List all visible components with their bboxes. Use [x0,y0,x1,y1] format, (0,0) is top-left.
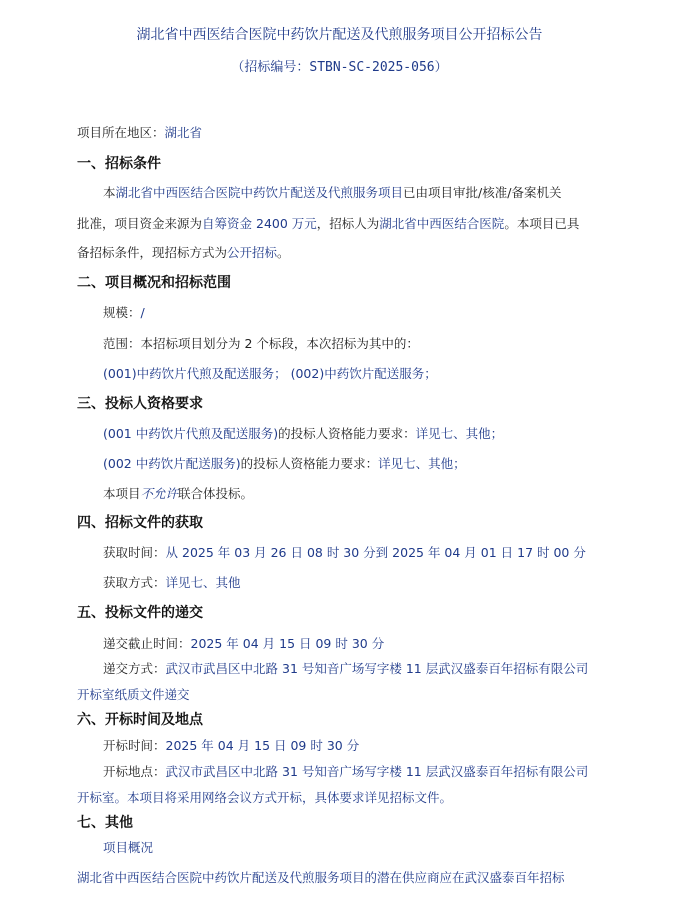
submit-method-line-1 [103,660,588,678]
text: 联合体投标。 [178,486,254,501]
text: 批准，项目资金来源为 [77,216,203,231]
section-heading-5: 五、投标文件的递交 [77,605,203,621]
acquire-method-label: 获取方式： [103,575,166,590]
submit-method-label: 递交方式： [103,661,166,676]
scale-line [103,304,145,322]
acquire-time-label: 获取时间： [103,545,166,560]
deadline-line [103,635,384,653]
joint-venture-line [103,485,253,503]
text: 的投标人资格能力要求： [240,456,379,471]
lot-name: (002 中药饮片配送服务) [103,456,241,471]
qualification-lot-2 [103,455,466,473]
text: 已由项目审批/核准/备案机关 [403,185,562,200]
deadline-value: 2025 年 04 月 15 日 09 时 30 分 [190,636,385,651]
bid-number: （招标编号：STBN-SC-2025-056） [231,60,448,75]
section-heading-3: 三、投标人资格要求 [77,396,203,412]
section-heading-2: 二、项目概况和招标范围 [77,275,231,291]
qualification-lot-1 [103,425,503,443]
opening-time-value: 2025 年 04 月 15 日 09 时 30 分 [165,738,360,753]
text: ，招标人为 [316,216,380,231]
text: 的投标人资格能力要求： [278,426,416,441]
acquire-method-line [103,574,241,592]
s1-paragraph-line-1 [103,184,561,202]
section-heading-1: 一、招标条件 [77,156,161,172]
acquire-time-value: 从 2025 年 03 月 26 日 08 时 30 分到 2025 年 04 月 01 日 17 时 00 分 [165,545,586,560]
opening-place-line-2: 开标室。本项目将采用网络会议方式开标，具体要求详见招标文件。 [77,790,453,805]
acquire-method-value: 详见七、其他 [165,575,241,590]
lots-line: (001)中药饮片代煎及配送服务； (002)中药饮片配送服务； [103,366,437,381]
opening-place-line-1 [103,763,588,781]
deadline-label: 递交截止时间： [103,636,191,651]
text: 。本项目已具 [504,216,580,231]
text: 本项目 [103,486,141,501]
opening-time-line [103,737,359,755]
section-heading-4: 四、招标文件的获取 [77,515,203,531]
other-subheading: 项目概况 [103,840,154,855]
joint-venture-value: 不允许 [140,486,179,501]
text: 。 [277,245,290,260]
scale-label: 规模： [103,305,141,320]
opening-place-value: 武汉市武昌区中北路 31 号知音广场写字楼 11 层武汉盛泰百年招标有限公司 [165,764,589,779]
scale-value: / [140,305,145,320]
announcement-title: 湖北省中西医结合医院中药饮片配送及代煎服务项目公开招标公告 [136,27,543,43]
lot-name: (001 中药饮片代煎及配送服务) [103,426,279,441]
region-value: 湖北省 [164,125,203,140]
text: 本 [103,185,116,200]
project-name: 湖北省中西医结合医院中药饮片配送及代煎服务项目 [115,185,404,200]
requirement: 详见七、其他； [415,426,504,441]
other-text: 湖北省中西医结合医院中药饮片配送及代煎服务项目的潜在供应商应在武汉盛泰百年招标 [77,870,565,885]
text: 备招标条件，现招标方式为 [77,245,228,260]
project-region [77,124,202,142]
opening-time-label: 开标时间： [103,738,166,753]
section-heading-7: 七、其他 [77,815,133,831]
section-heading-6: 六、开标时间及地点 [77,712,203,728]
fund-source: 自筹资金 2400 万元 [202,216,317,231]
region-label: 项目所在地区： [77,125,165,140]
tenderer: 湖北省中西医结合医院 [379,216,505,231]
bid-method: 公开招标 [227,245,278,260]
s1-paragraph-line-2 [77,215,579,233]
scope-line: 范围：本招标项目划分为 2 个标段，本次招标为其中的： [103,336,419,351]
requirement: 详见七、其他； [378,456,466,471]
opening-place-label: 开标地点： [103,764,166,779]
submit-method-value: 武汉市武昌区中北路 31 号知音广场写字楼 11 层武汉盛泰百年招标有限公司 [165,661,589,676]
submit-method-line-2: 开标室纸质文件递交 [77,687,190,702]
s1-paragraph-line-3 [77,244,290,262]
acquire-time-line [103,544,586,562]
